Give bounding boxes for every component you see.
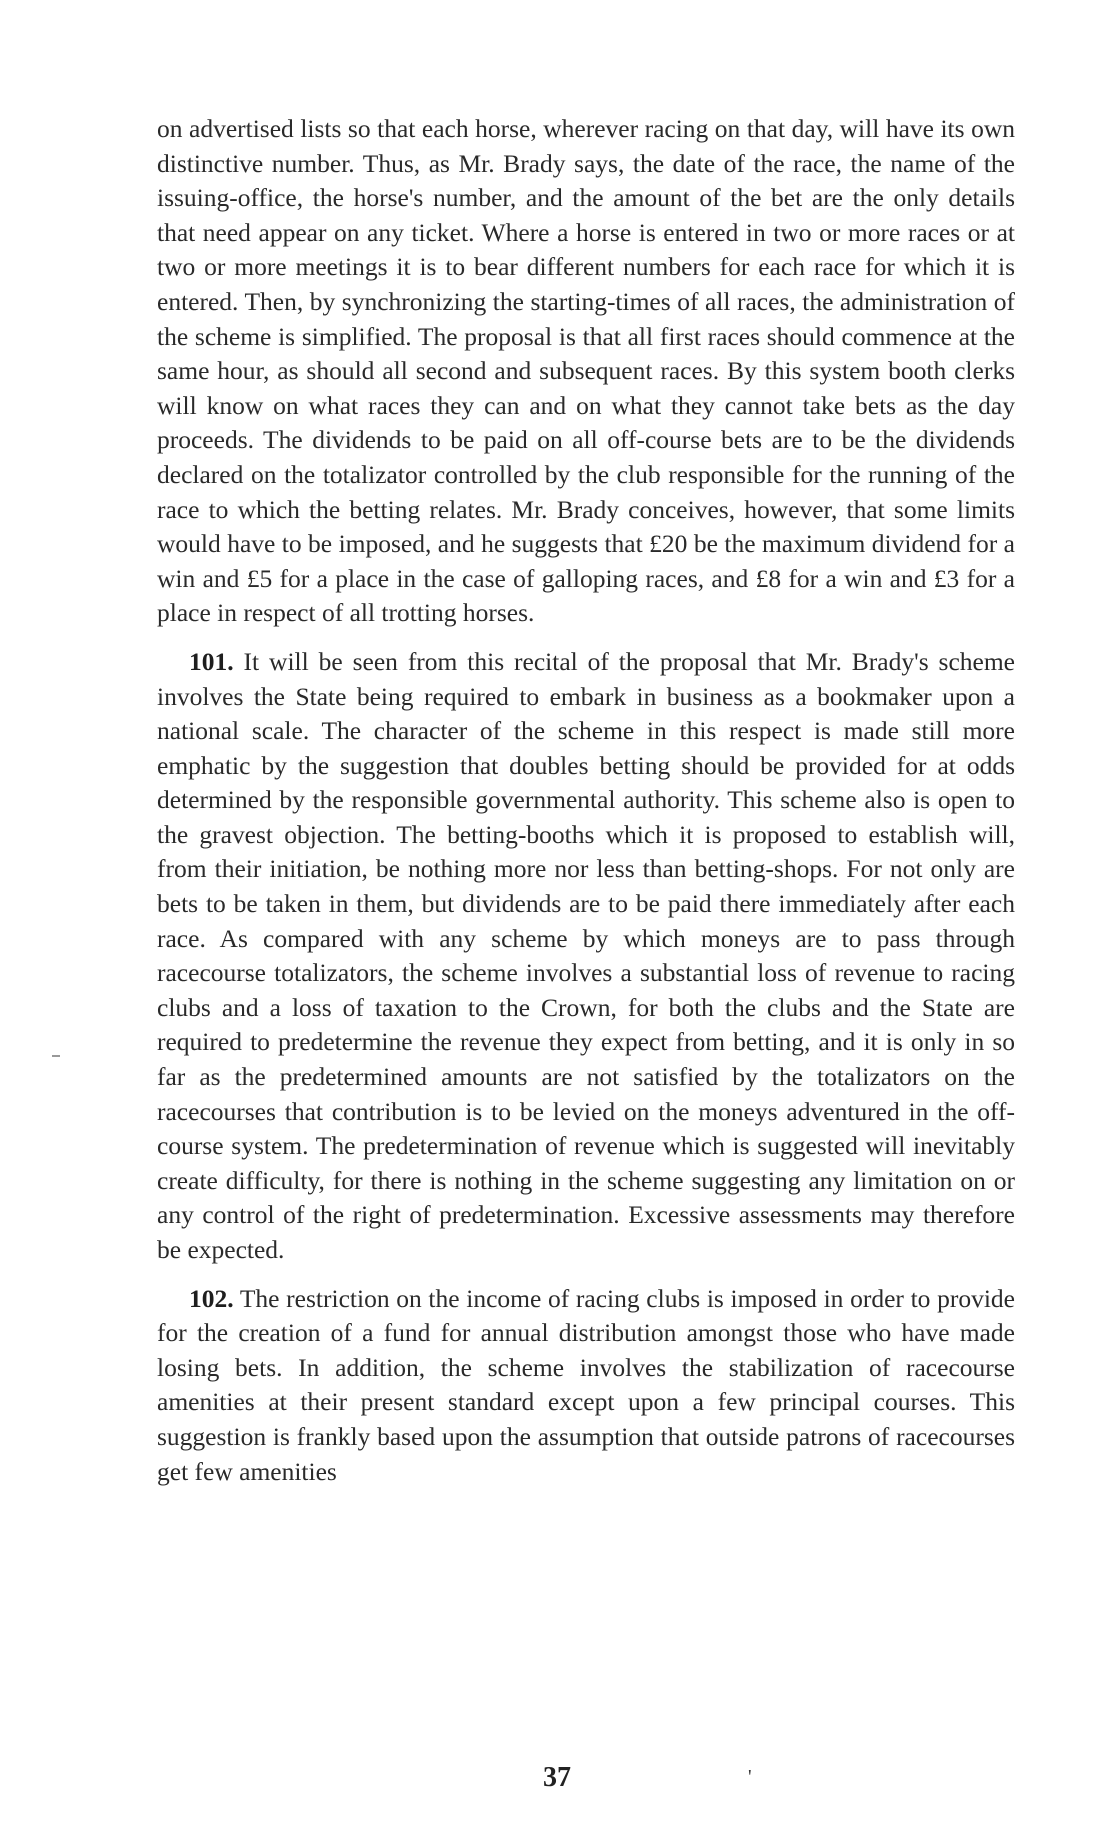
page-body <box>157 112 1015 1489</box>
paragraph-text: It will be seen from this recital of the proposal that Mr. Brady's scheme involves the State being required to embark in business as a bookmaker upon a national scale. The character of the scheme in this respect is made still more emphatic by the suggestion that doubles betting should be provided for at odds determined by the responsible governmental authority. This scheme also is open to the gravest objection. The betting-booths which it is proposed to establish will, from their initiation, be nothing more nor less than betting-shops. For not only are bets to be taken in them, but dividends are to be paid there immediately after each race. As compared with any scheme by which moneys are to pass through racecourse totalizators, the scheme involves a substantial loss of revenue to racing clubs and a loss of taxation to the Crown, for both the clubs and the State are required to predetermine the revenue they expect from betting, and it is only in so far as the predetermined amounts are not satisfied by the totalizators on the racecourses that contribution is to be levied on the moneys adventured in the off-course system. The predetermination of revenue which is suggested will inevitably create difficulty, for there is nothing in the scheme suggesting any limitation on or any control of the right of predetermination. Excessive assessments may therefore be expected. <box>157 646 1016 1264</box>
stray-mark <box>52 1055 60 1057</box>
paragraph-number: 102. <box>189 1283 234 1313</box>
paragraph-continued <box>157 112 1015 631</box>
margin-mark: ' <box>748 1766 752 1788</box>
paragraph-101 <box>157 645 1015 1268</box>
page-number: 37 <box>543 1762 571 1793</box>
paragraph-number: 101. <box>189 646 234 676</box>
paragraph-text: The restriction on the income of racing clubs is imposed in order to provide for the creation of a fund for annual distribution amongst those who have made losing bets. In addition, the scheme involves the stabilization of racecourse amenities at their present standard except upon a few principal courses. This suggestion is frankly based upon the assumption that outside patrons of racecourses get few amenities <box>157 1283 1015 1486</box>
paragraph-102 <box>157 1282 1015 1490</box>
paragraph-text: on advertised lists so that each horse, wherever racing on that day, will have its own distinctive number. Thus, as Mr. Brady says, the date of the race, the name of the issuing-office, the horse's number, and the amount of the bet are the only details that need appear on any ticket. Where a horse is entered in two or more races or at two or more meetings it is to bear different numbers for each race for which it is entered. Then, by synchronizing the starting-times of all races, the administration of the scheme is simplified. The proposal is that all first races should commence at the same hour, as should all second and subsequent races. By this system booth clerks will know on what races they can and on what they cannot take bets as the day proceeds. The dividends to be paid on all off-course bets are to be the dividends declared on the totalizator controlled by the club responsible for the running of the race to which the betting relates. Mr. Brady conceives, however, that some limits would have to be imposed, and he suggests that £20 be the maximum dividend for a win and £5 for a place in the case of galloping races, and £8 for a win and £3 for a place in respect of all trotting horses. <box>157 114 1015 628</box>
